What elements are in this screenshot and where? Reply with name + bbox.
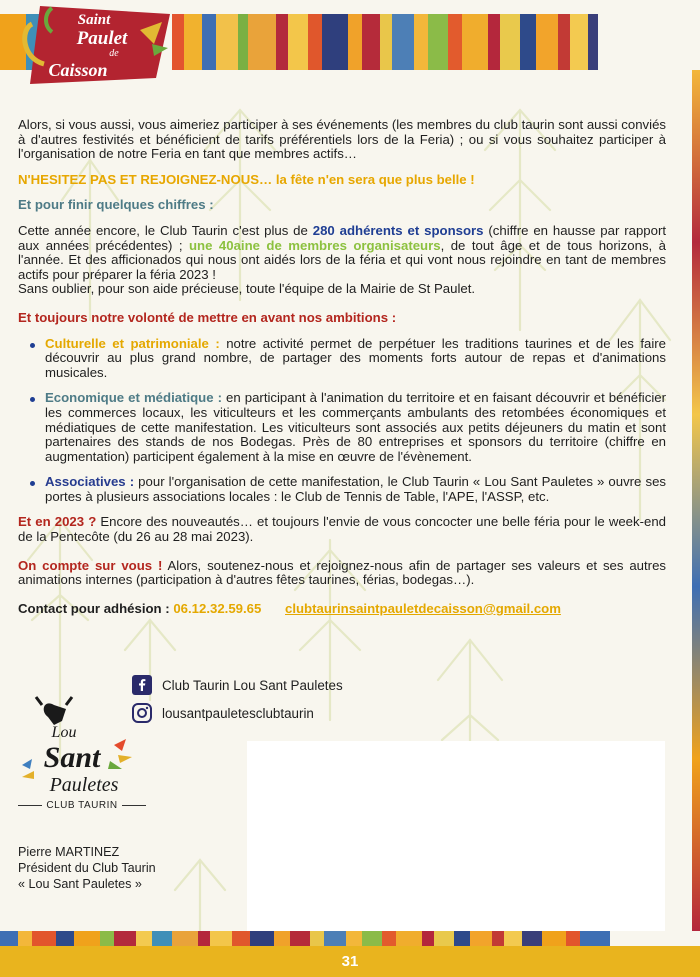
- club-logo-pauletes: Pauletes: [49, 774, 119, 796]
- figures-paragraph: [18, 224, 666, 282]
- count-on-you-paragraph: [18, 559, 666, 588]
- page-number: 31: [341, 953, 359, 970]
- article-content: [18, 118, 666, 627]
- saint-paulet-logo: [22, 0, 172, 86]
- club-logo-lou: Lou: [51, 724, 77, 741]
- contact-label: Contact pour adhésion :: [18, 600, 170, 616]
- signature-role: Président du Club Taurin: [18, 860, 156, 875]
- ambition-label: Associatives :: [45, 474, 135, 490]
- page-footer: [0, 946, 700, 977]
- ambition-text: notre activité permet de perpétuer les traditions taurines et de les faire découvrir au plus grand nombre, de partager des moments forts autour de repas et d'animations musicales.: [45, 335, 666, 380]
- lou-sant-pauletes-logo: [14, 695, 146, 815]
- signature-block: [18, 845, 156, 892]
- ambitions-list: [18, 337, 666, 505]
- logo-word-paulet: Paulet: [76, 28, 128, 49]
- ambition-text: en participant à l'animation du territoire et en faisant découvrir et bénéficier les commerces locaux, les viticulteurs et les commerçants ambulants des retombées économiques et médiatiques de cette manifestation. Les viticulteurs sont associés aux petits déjeuners du matin et sont partenaires des stands de nos Bodegas. Près de 80 entreprises et sponsors du territoire (chiffre en augmentation) participent également à la mise en œuvre de l'évènement.: [45, 390, 666, 464]
- year-2023-lead: Et en 2023 ?: [18, 514, 97, 530]
- figures-text-b: (chiffre en hausse par rapport aux années précédentes) ;: [18, 222, 667, 253]
- contact-phone[interactable]: 06.12.32.59.65: [173, 600, 262, 616]
- club-logo-caption: [18, 800, 146, 811]
- logo-word-caisson: Caisson: [48, 60, 108, 80]
- figures-heading: Et pour finir quelques chiffres :: [18, 197, 214, 213]
- signature-club: « Lou Sant Pauletes »: [18, 876, 142, 891]
- bottom-color-stripe: [0, 931, 700, 946]
- figures-text-a: Cette année encore, le Club Taurin c'est plus de: [18, 222, 313, 238]
- year-2023-text: Encore des nouveautés… et toujours l'envie de vous concocter une belle féria pour le week-end de la Pentecôte (du 26 au 28 mai 2023).: [18, 514, 666, 545]
- contact-line: [18, 602, 666, 617]
- contact-email-link[interactable]: clubtaurinsaintpauletdecaisson@gmail.com: [285, 600, 561, 616]
- bullet-dot: [30, 481, 35, 486]
- ambition-label: Culturelle et patrimoniale :: [45, 335, 220, 351]
- ambitions-heading: Et toujours notre volonté de mettre en avant nos ambitions :: [18, 309, 397, 325]
- bullet-dot: [30, 397, 35, 402]
- count-on-you-text: Alors, soutenez-nous et rejoignez-nous afin de partager ses valeurs et ses autres animations internes (participation à d'autres fêtes taurines, férias, bodegas…).: [18, 557, 667, 588]
- ambition-label: Economique et médiatique :: [45, 390, 222, 406]
- callout-line: N'HESITEZ PAS ET REJOIGNEZ-NOUS… la fête n'en sera que plus belle !: [18, 171, 475, 187]
- instagram-label: lousantpauletesclubtaurin: [162, 705, 314, 721]
- members-stat: 280 adhérents et sponsors: [312, 222, 484, 238]
- logo-word-de: de: [109, 48, 119, 59]
- facebook-link[interactable]: [132, 672, 343, 698]
- caption-rule: [122, 805, 146, 806]
- signature-name: Pierre MARTINEZ: [18, 845, 120, 859]
- blank-panel: [247, 741, 665, 931]
- right-edge-stripe: [692, 70, 700, 931]
- ambition-item-cultural: [18, 337, 666, 381]
- intro-paragraph: Alors, si vous aussi, vous aimeriez participer à ses événements (les membres du club taurin sont aussi conviés à d'autres festivités et bénéficient de tarifs préférentiels lors de la Feria) ; ou si vous souhaitez participer à l'organisation de notre Feria en tant que membres actifs…: [18, 117, 666, 162]
- instagram-link[interactable]: [132, 700, 343, 726]
- figures-text-c: , de tout âge et de tous horizons, à l'année. Et des afficionados qui nous ont aidés lors de la féria et qui vont nous rejoindre en tant de membres actifs pour préparer la féria 2023 !: [18, 237, 666, 282]
- count-on-you-lead: On compte sur vous !: [18, 557, 163, 573]
- logo-word-saint: Saint: [77, 12, 111, 28]
- social-links: [132, 672, 343, 728]
- facebook-label: Club Taurin Lou Sant Pauletes: [162, 677, 343, 693]
- year-2023-paragraph: [18, 515, 666, 544]
- ambition-item-associative: [18, 475, 666, 504]
- bullet-dot: [30, 343, 35, 348]
- club-logo-sant: Sant: [43, 741, 101, 774]
- caption-rule: [18, 805, 42, 806]
- ambition-item-economic: [18, 391, 666, 464]
- club-caption-text: CLUB TAURIN: [46, 800, 118, 811]
- organizers-stat: une 40aine de membres organisateurs: [189, 237, 441, 253]
- ambition-text: pour l'organisation de cette manifestation, le Club Taurin « Lou Sant Pauletes » ouvre ses portes à plusieurs associations locales : le Club de Tennis de Table, l'APE, l'ASSP, etc.: [45, 474, 666, 504]
- figures-thanks: Sans oublier, pour son aide précieuse, toute l'équipe de la Mairie de St Paulet.: [18, 281, 476, 297]
- facebook-icon: [132, 675, 152, 695]
